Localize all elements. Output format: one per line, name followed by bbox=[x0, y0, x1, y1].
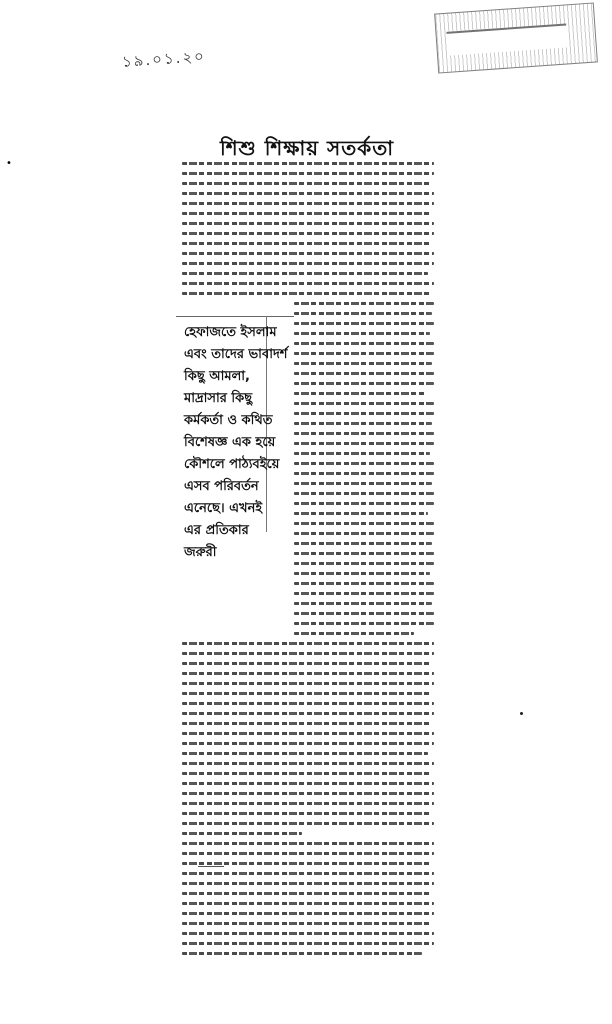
stray-dot bbox=[520, 712, 523, 715]
article-body-right-column bbox=[294, 302, 434, 642]
article-headline: শিশু শিক্ষায় সতর্কতা bbox=[219, 136, 395, 160]
article-body-bottom bbox=[182, 642, 434, 962]
footer-rule bbox=[198, 866, 224, 867]
handwritten-date-note bbox=[118, 34, 218, 84]
handwritten-note-text: ১৯.০১.২০ bbox=[121, 47, 207, 71]
margin-dot: • bbox=[6, 158, 12, 169]
archive-stamp-inner bbox=[446, 23, 567, 55]
archive-stamp bbox=[434, 2, 598, 73]
article-body-top bbox=[182, 162, 434, 302]
pull-quote: হেফাজতে ইসলাম এবং তাদের ভাবাদর্শ কিছু আমলা, মাদ্রাসার কিছু কর্মকর্তা ও কথিত বিশেষজ্ঞ এক হয়ে কৌশলে পাঠ্যবইয়ে এসব পরিবর্তন এনেছে। এখনই এর প্রতিকার জরুরী bbox=[184, 325, 288, 560]
pull-quote-top-rule bbox=[176, 316, 294, 317]
